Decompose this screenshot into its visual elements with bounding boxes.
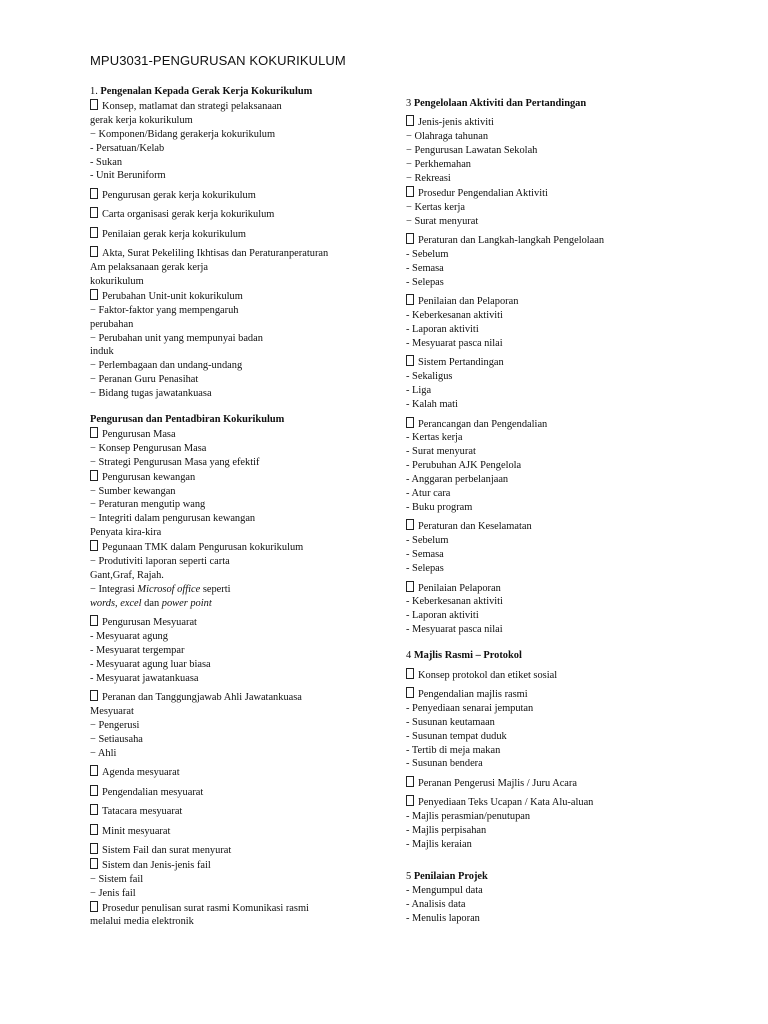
list-item: Pengurusan gerak kerja kokurikulum bbox=[90, 183, 390, 202]
list-item: Prosedur Pengendalian Aktiviti bbox=[406, 186, 736, 201]
list-item: − Perlembagaan dan undang-undang bbox=[90, 360, 243, 372]
list-item: perubahan bbox=[90, 318, 134, 330]
checkbox-glyph-icon bbox=[90, 824, 98, 835]
checkbox-glyph-icon bbox=[406, 294, 414, 305]
list-item: − Jenis fail bbox=[90, 887, 136, 899]
list-item: - Selepas bbox=[406, 563, 444, 575]
list-item: - Sebelum bbox=[406, 249, 449, 261]
list-item: − Surat menyurat bbox=[406, 215, 479, 227]
left-column bbox=[90, 85, 390, 929]
list-item: − Perubahan unit yang mempunyai badan bbox=[90, 332, 263, 344]
list-item: - Mesyuarat tergempar bbox=[90, 645, 185, 657]
list-item: Prosedur penulisan surat rasmi Komunikasi rasmi bbox=[90, 901, 390, 916]
right-column bbox=[406, 97, 736, 926]
list-item: Perubahan Unit-unit kokurikulum bbox=[90, 289, 390, 304]
list-item: - Semasa bbox=[406, 262, 444, 274]
list-item: Pengurusan Mesyuarat bbox=[90, 611, 390, 630]
list-item: gerak kerja kokurikulum bbox=[90, 114, 193, 126]
list-item: Sistem Fail dan surat menyurat bbox=[90, 838, 390, 857]
checkbox-glyph-icon bbox=[406, 233, 414, 244]
list-item: Pegunaan TMK dalam Pengurusan kokurikulum bbox=[90, 540, 390, 555]
section-2-heading: Pengurusan dan Pentadbiran Kokurikulum bbox=[90, 414, 285, 426]
checkbox-glyph-icon bbox=[406, 795, 414, 806]
list-item: - Laporan aktiviti bbox=[406, 324, 479, 336]
checkbox-glyph-icon bbox=[90, 470, 98, 481]
list-item: Perancangan dan Pengendalian bbox=[406, 412, 736, 431]
section-3-heading: 3 Pengelolaan Aktiviti dan Pertandingan bbox=[406, 98, 587, 109]
list-item: - Mengumpul data bbox=[406, 884, 483, 896]
list-item: Penilaian dan Pelaporan bbox=[406, 290, 736, 309]
list-item: - Selepas bbox=[406, 276, 444, 288]
list-item: - Kalah mati bbox=[406, 399, 458, 411]
list-item: − Integriti dalam pengurusan kewangan bbox=[90, 513, 256, 525]
checkbox-glyph-icon bbox=[90, 207, 98, 218]
list-item: Tatacara mesyuarat bbox=[90, 800, 390, 819]
list-item: - Persatuan/Kelab bbox=[90, 142, 165, 154]
list-item: − Faktor-faktor yang mempengaruh bbox=[90, 304, 239, 316]
list-item: Konsep protokol dan etiket sosial bbox=[406, 663, 736, 682]
list-item: − Pengerusi bbox=[90, 720, 140, 732]
checkbox-glyph-icon bbox=[90, 843, 98, 854]
list-item: - Majlis perpisahan bbox=[406, 825, 487, 837]
list-item: − Perkhemahan bbox=[406, 159, 472, 171]
checkbox-glyph-icon bbox=[406, 355, 414, 366]
list-item: Agenda mesyuarat bbox=[90, 761, 390, 780]
list-item: Carta organisasi gerak kerja kokurikulum bbox=[90, 203, 390, 222]
list-item: - Susunan bendera bbox=[406, 758, 483, 770]
list-item: Jenis-jenis aktiviti bbox=[406, 111, 736, 130]
checkbox-glyph-icon bbox=[406, 668, 414, 679]
list-item: - Keberkesanan aktiviti bbox=[406, 310, 503, 322]
list-item: - Surat menyurat bbox=[406, 446, 476, 458]
list-item: - Mesyuarat agung bbox=[90, 631, 168, 643]
list-item: induk bbox=[90, 346, 114, 358]
list-item: - Analisis data bbox=[406, 898, 466, 910]
list-item: Penyata kira-kira bbox=[90, 527, 162, 539]
page-title: MPU3031-PENGURUSAN KOKURIKULUM bbox=[90, 53, 346, 68]
section-4-heading: 4 Majlis Rasmi – Protokol bbox=[406, 650, 522, 662]
list-item: − Setiausaha bbox=[90, 733, 143, 745]
list-item: Penilaian Pelaporan bbox=[406, 576, 736, 595]
list-item: Am pelaksanaan gerak kerja bbox=[90, 261, 208, 273]
list-item: Akta, Surat Pekeliling Ikhtisas dan Peraturanperaturan bbox=[90, 242, 390, 261]
checkbox-glyph-icon bbox=[406, 776, 414, 787]
checkbox-glyph-icon bbox=[90, 785, 98, 796]
list-item: - Liga bbox=[406, 385, 432, 397]
list-item: − Olahraga tahunan bbox=[406, 131, 489, 143]
list-item: Peranan dan Tanggungjawab Ahli Jawatankuasa bbox=[90, 686, 390, 705]
checkbox-glyph-icon bbox=[406, 687, 414, 698]
list-item: − Integrasi Microsof office seperti bbox=[90, 583, 231, 595]
checkbox-glyph-icon bbox=[406, 417, 414, 428]
list-item: - Perubuhan AJK Pengelola bbox=[406, 460, 522, 472]
checkbox-glyph-icon bbox=[90, 227, 98, 238]
list-item: - Mesyuarat agung luar biasa bbox=[90, 658, 211, 670]
list-item: Pengendalian majlis rasmi bbox=[406, 682, 736, 701]
checkbox-glyph-icon bbox=[90, 901, 98, 912]
list-item: Peranan Pengerusi Majlis / Juru Acara bbox=[406, 771, 736, 790]
list-item: - Majlis keraian bbox=[406, 839, 472, 850]
checkbox-glyph-icon bbox=[90, 690, 98, 701]
list-item: - Mesyuarat pasca nilai bbox=[406, 624, 503, 636]
checkbox-glyph-icon bbox=[90, 246, 98, 257]
list-item: words, excel dan power point bbox=[90, 597, 212, 609]
checkbox-glyph-icon bbox=[90, 289, 98, 300]
list-item: Penilaian gerak kerja kokurikulum bbox=[90, 222, 390, 241]
list-item: − Produtiviti laporan seperti carta bbox=[90, 556, 230, 568]
list-item: Peraturan dan Langkah-langkah Pengelolaan bbox=[406, 229, 736, 248]
list-item: − Bidang tugas jawatankuasa bbox=[90, 388, 212, 400]
list-item: Gant,Graf, Rajah. bbox=[90, 570, 164, 581]
section-1-heading: 1. Pengenalan Kepada Gerak Kerja Kokurikulum bbox=[90, 86, 313, 97]
list-item: − Sumber kewangan bbox=[90, 485, 176, 497]
list-item: − Ahli bbox=[90, 747, 117, 759]
checkbox-glyph-icon bbox=[406, 519, 414, 530]
list-item: - Sebelum bbox=[406, 535, 449, 547]
list-item: - Kertas kerja bbox=[406, 432, 463, 444]
list-item: - Mesyuarat jawatankuasa bbox=[90, 672, 199, 684]
list-item: Sistem Pertandingan bbox=[406, 351, 736, 370]
list-item: melalui media elektronik bbox=[90, 916, 194, 928]
list-item: - Sukan bbox=[90, 156, 123, 168]
list-item: − Kertas kerja bbox=[406, 201, 465, 213]
list-item: − Komponen/Bidang gerakerja kokurikulum bbox=[90, 128, 276, 140]
checkbox-glyph-icon bbox=[406, 115, 414, 126]
list-item: - Susunan keutamaan bbox=[406, 716, 495, 728]
list-item: - Sekaligus bbox=[406, 371, 453, 383]
list-item: − Pengurusan Lawatan Sekolah bbox=[406, 145, 538, 157]
checkbox-glyph-icon bbox=[90, 804, 98, 815]
checkbox-glyph-icon bbox=[90, 99, 98, 110]
checkbox-glyph-icon bbox=[90, 858, 98, 869]
list-item: - Buku program bbox=[406, 501, 473, 513]
list-item: Peraturan dan Keselamatan bbox=[406, 515, 736, 534]
list-item: - Anggaran perbelanjaan bbox=[406, 474, 509, 486]
list-item: - Semasa bbox=[406, 549, 444, 561]
list-item: Mesyuarat bbox=[90, 706, 134, 718]
checkbox-glyph-icon bbox=[90, 540, 98, 551]
list-item: Pengurusan Masa bbox=[90, 427, 390, 442]
list-item: − Strategi Pengurusan Masa yang efektif bbox=[90, 456, 260, 468]
list-item: - Atur cara bbox=[406, 488, 451, 500]
list-item: kokurikulum bbox=[90, 275, 144, 287]
list-item: − Konsep Pengurusan Masa bbox=[90, 442, 207, 454]
list-item: Sistem dan Jenis-jenis fail bbox=[90, 858, 390, 873]
list-item: − Peranan Guru Penasihat bbox=[90, 374, 199, 386]
list-item: - Majlis perasmian/penutupan bbox=[406, 811, 531, 823]
checkbox-glyph-icon bbox=[90, 615, 98, 626]
list-item: Minit mesyuarat bbox=[90, 819, 390, 838]
list-item: - Keberkesanan aktiviti bbox=[406, 596, 503, 608]
checkbox-glyph-icon bbox=[90, 188, 98, 199]
section-5-heading: 5 Penilaian Projek bbox=[406, 870, 488, 882]
list-item: − Peraturan mengutip wang bbox=[90, 499, 206, 511]
list-item: - Laporan aktiviti bbox=[406, 610, 479, 622]
list-item: - Unit Beruniform bbox=[90, 170, 166, 182]
list-item: - Susunan tempat duduk bbox=[406, 730, 507, 742]
list-item: Penyediaan Teks Ucapan / Kata Alu-aluan bbox=[406, 791, 736, 810]
checkbox-glyph-icon bbox=[90, 765, 98, 776]
list-item: Konsep, matlamat dan strategi pelaksanaan bbox=[90, 99, 390, 114]
list-item: Pengendalian mesyuarat bbox=[90, 780, 390, 799]
list-item: - Tertib di meja makan bbox=[406, 744, 501, 756]
list-item: - Mesyuarat pasca nilai bbox=[406, 338, 503, 349]
checkbox-glyph-icon bbox=[406, 186, 414, 197]
list-item: - Penyediaan senarai jemputan bbox=[406, 702, 534, 714]
list-item: − Sistem fail bbox=[90, 873, 144, 885]
checkbox-glyph-icon bbox=[406, 581, 414, 592]
checkbox-glyph-icon bbox=[90, 427, 98, 438]
list-item: - Menulis laporan bbox=[406, 912, 480, 924]
list-item: − Rekreasi bbox=[406, 173, 451, 185]
list-item: Pengurusan kewangan bbox=[90, 470, 390, 485]
